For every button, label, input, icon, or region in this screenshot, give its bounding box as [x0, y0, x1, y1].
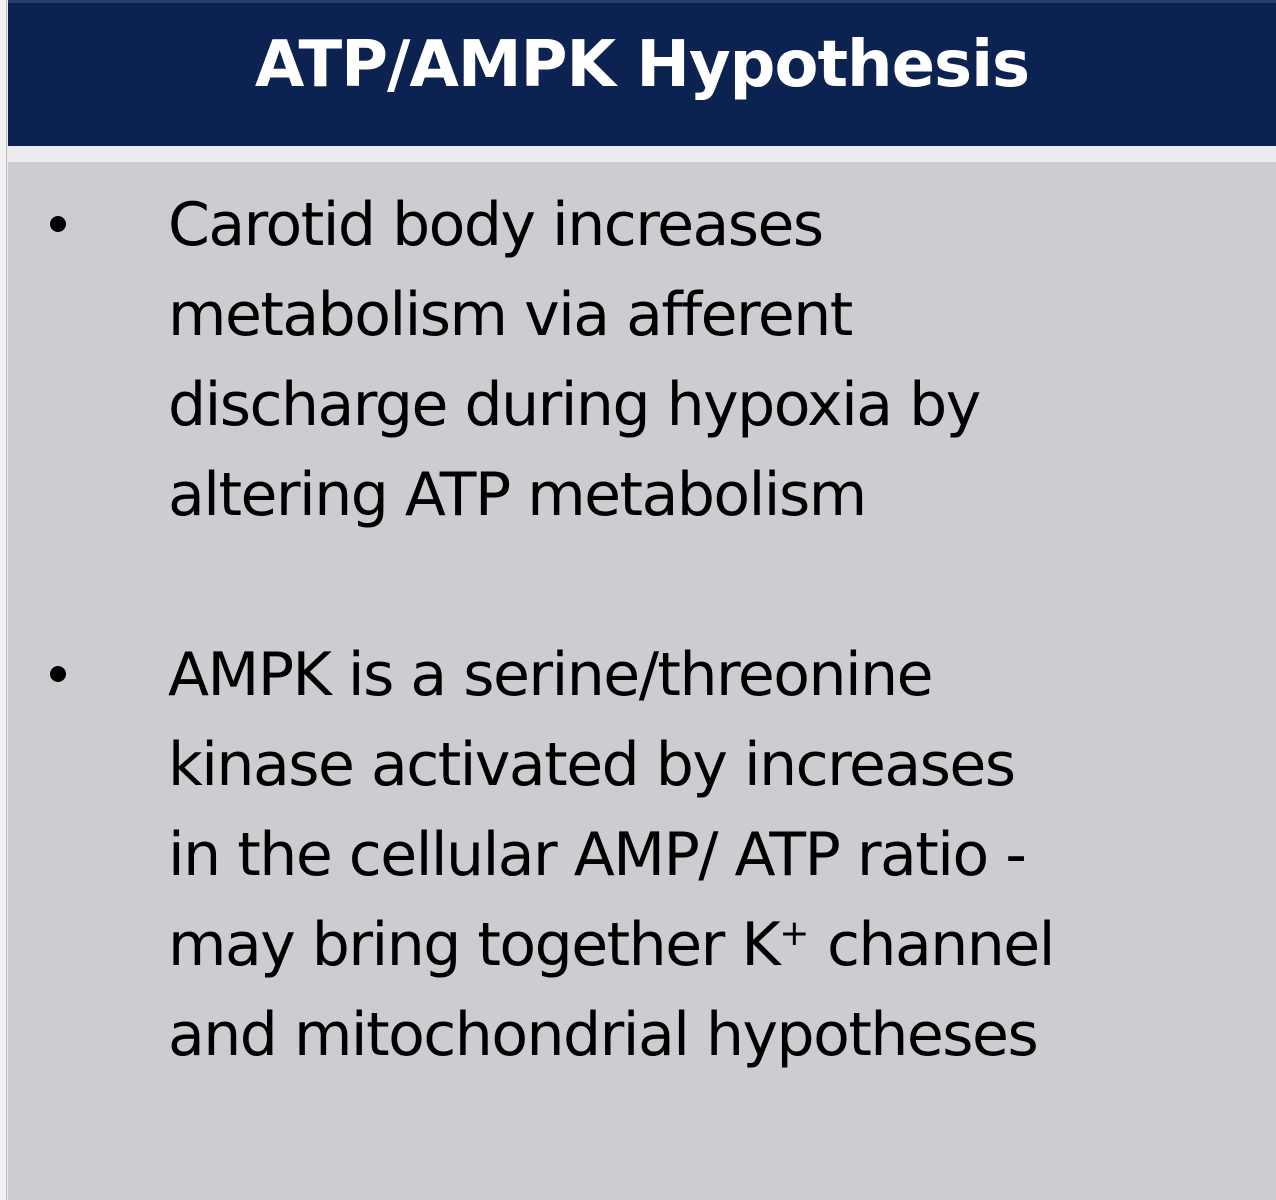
- card-left-edge: [0, 0, 7, 1200]
- bullet-text: [168, 630, 1268, 1080]
- title-bar: [8, 0, 1276, 146]
- bullet-dot-icon: [50, 666, 66, 682]
- bullet-text-part: AMPK is a serine/threonine kinase activated by increases in the cellular AMP/ ATP ratio - may bring together K: [168, 640, 1026, 980]
- bullet-text: Carotid body increases metabolism via afferent discharge during hypoxia by altering ATP metabolism: [168, 190, 980, 530]
- bullet-text-part: channel and mitochondrial hypotheses: [168, 910, 1054, 1070]
- header-divider: [8, 146, 1276, 162]
- superscript-plus: +: [779, 913, 810, 955]
- bullet-dot-icon: [50, 216, 66, 232]
- slide-title: ATP/AMPK Hypothesis: [254, 27, 1030, 102]
- content-panel: [8, 162, 1276, 1200]
